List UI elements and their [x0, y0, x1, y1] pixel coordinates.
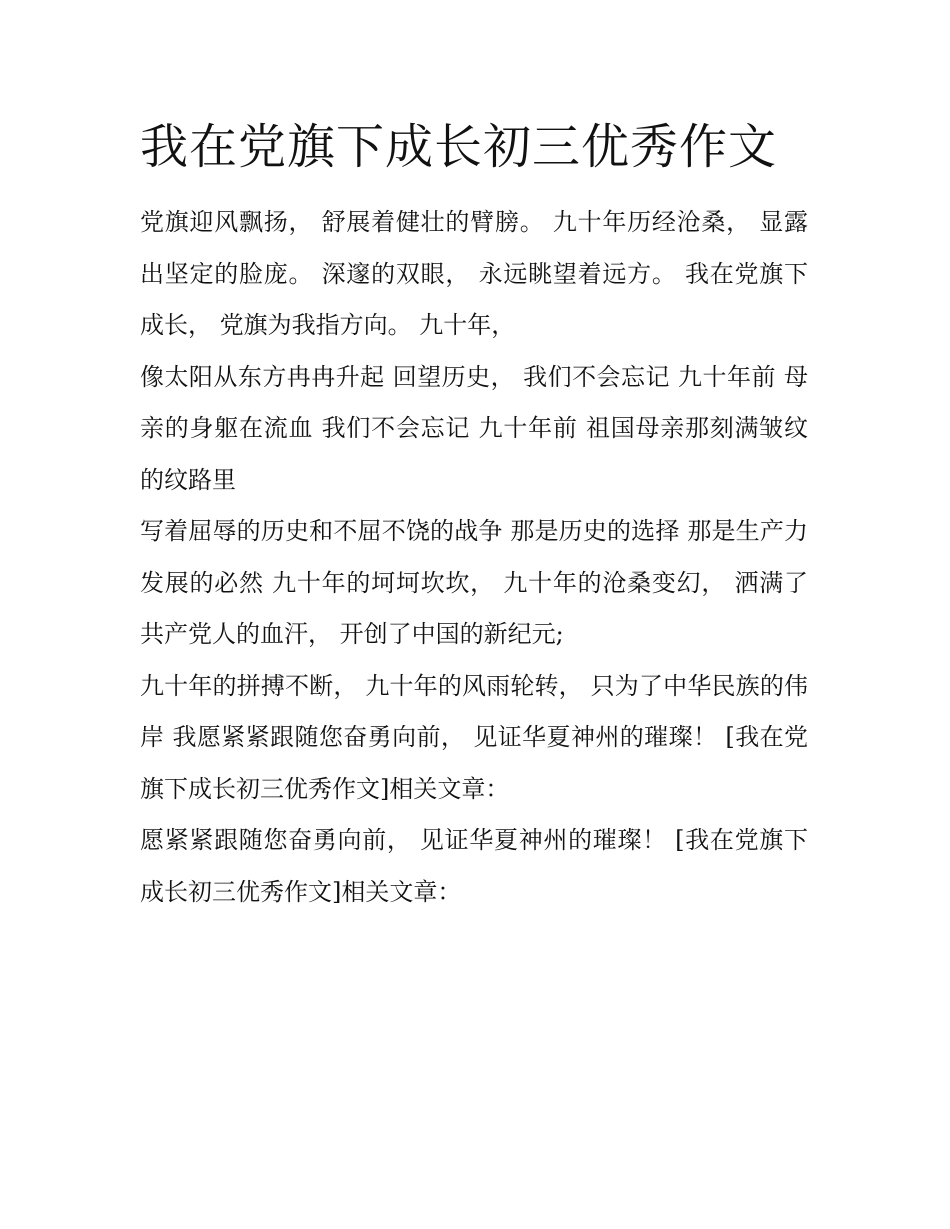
paragraph-2: 像太阳从东方冉冉升起 回望历史， 我们不会忘记 九十年前 母亲的身躯在流血 我们不会忘记 九十年前 祖国母亲那刻满皱纹的纹路里: [140, 362, 808, 494]
paragraph-5: 愿紧紧跟随您奋勇向前， 见证华夏神州的璀璨！ [我在党旗下成长初三优秀作文]相关文章：: [140, 826, 808, 906]
paragraph-1: 党旗迎风飘扬， 舒展着健壮的臂膀。 九十年历经沧桑， 显露出坚定的脸庞。 深邃的双眼， 永远眺望着远方。 我在党旗下成长， 党旗为我指方向。 九十年，: [140, 208, 808, 339]
document-body: [140, 197, 808, 918]
paragraph-4: 九十年的拼搏不断， 九十年的风雨轮转， 只为了中华民族的伟岸 我愿紧紧跟随您奋勇向前， 见证华夏神州的璀璨！ [我在党旗下成长初三优秀作文]相关文章：: [140, 671, 808, 803]
document-title: 我在党旗下成长初三优秀作文: [140, 119, 778, 175]
paragraph-3: 写着屈辱的历史和不屈不饶的战争 那是历史的选择 那是生产力发展的必然 九十年的坷坷坎坎， 九十年的沧桑变幻， 洒满了共产党人的血汗， 开创了中国的新纪元;: [140, 517, 808, 648]
